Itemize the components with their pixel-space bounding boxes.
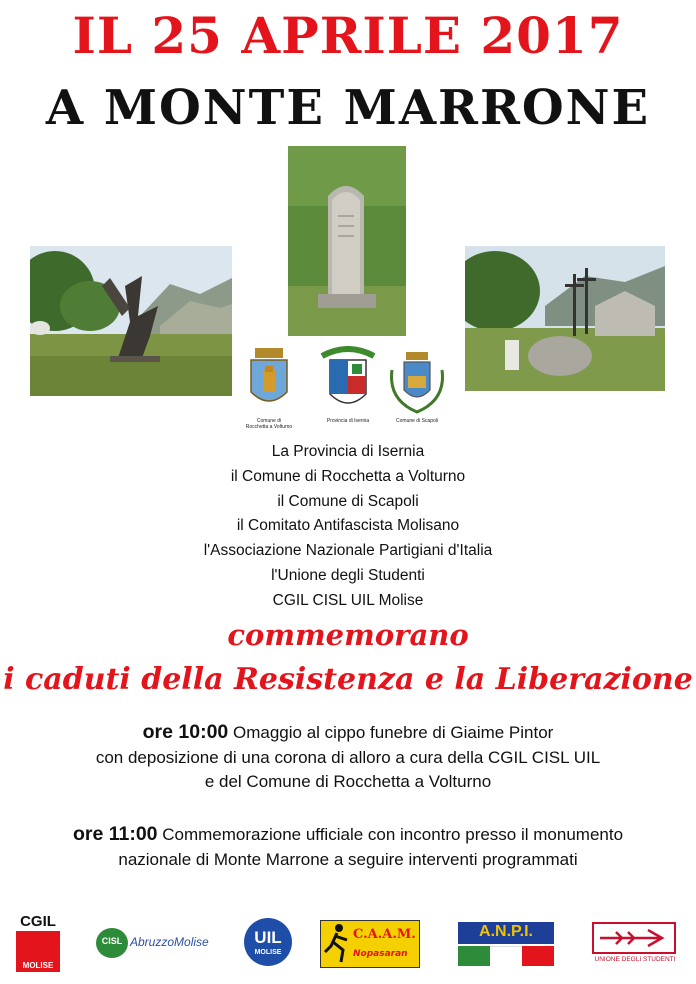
poster-title: IL 25 APRILE 2017 — [72, 6, 624, 65]
logo-cisl — [96, 926, 226, 960]
organizer-line: CGIL CISL UIL Molise — [272, 591, 424, 609]
logo-uil — [240, 916, 296, 968]
organizer-line: il Comune di Rocchetta a Volturno — [230, 467, 466, 485]
organizer-line: l'Unione degli Studenti — [271, 566, 425, 584]
photo-memorial-stele — [288, 146, 406, 336]
caam-logo-text: C.A.A.M. — [353, 927, 416, 942]
commemorate-heading: commemorano — [227, 618, 469, 652]
organizer-line: l'Associazione Nazionale Partigiani d'Italia — [203, 542, 493, 560]
crest-rocchetta — [245, 346, 293, 430]
provincia-crest-icon — [316, 346, 380, 418]
anpi-flag-red — [522, 946, 554, 966]
anpi-logo-text: A.N.P.I. — [479, 923, 533, 940]
schedule-text: Omaggio al cippo funebre di Giaime Pintor — [228, 723, 554, 742]
schedule-item-1100 — [0, 822, 696, 872]
logo-cgil — [16, 914, 60, 972]
anpi-flag-white — [490, 946, 522, 966]
uds-logo-text: UNIONE DEGLI STUDENTI — [594, 956, 676, 963]
photo-national-monument — [465, 246, 665, 391]
uil-region-text: MOLISE — [254, 949, 282, 956]
cisl-badge-text: CISL — [101, 936, 123, 946]
organizer-line: il Comitato Antifascista Molisano — [236, 517, 460, 535]
logo-unione-studenti — [590, 922, 680, 968]
organizers-list — [0, 440, 696, 614]
schedule-item-1000 — [0, 720, 696, 795]
schedule-text: con deposizione di una corona di alloro a cura della CGIL CISL UIL — [95, 747, 601, 767]
schedule-text: e del Comune di Rocchetta a Volturno — [204, 772, 492, 791]
crest-caption-provincia: Provincia di Isernia — [326, 418, 370, 424]
organizer-line: il Comune di Scapoli — [277, 492, 419, 510]
anpi-flag-green — [458, 946, 490, 966]
eagle-monument-image — [30, 246, 232, 396]
schedule-time: ore 10:00 — [142, 721, 229, 743]
commemorate-subheading: i caduti della Resistenza e la Liberazione — [3, 662, 693, 697]
poster-subtitle: A MONTE MARRONE — [45, 80, 651, 136]
cgil-logo-text: CGIL — [16, 914, 60, 931]
monument-crosses-image — [465, 246, 665, 391]
schedule-time: ore 11:00 — [72, 823, 158, 845]
crest-provincia — [316, 346, 380, 430]
caam-runner-icon — [323, 922, 353, 966]
schedule-text: Commemorazione ufficiale con incontro presso il monumento — [157, 825, 624, 844]
rocchetta-crest-icon — [245, 346, 293, 418]
crest-scapoli — [384, 350, 450, 430]
scapoli-crest-icon — [384, 350, 450, 418]
crest-caption-rocchetta: Comune di Rocchetta a Volturno — [245, 418, 293, 430]
uil-logo-text: UIL — [254, 928, 282, 947]
caam-tag-text: Nopasaran — [353, 949, 408, 959]
schedule-text: nazionale di Monte Marrone a seguire interventi programmati — [118, 849, 578, 869]
organizer-line: La Provincia di Isernia — [271, 443, 425, 460]
crest-caption-scapoli: Comune di Scapoli — [396, 418, 438, 424]
stele-image — [288, 146, 406, 336]
logo-caam — [320, 920, 420, 968]
cisl-region-text: AbruzzoMolise — [130, 935, 209, 949]
uds-arrow-icon — [600, 928, 670, 948]
logo-anpi — [458, 922, 554, 966]
cgil-region-text: MOLISE — [22, 961, 54, 970]
photo-eagle-monument — [30, 246, 232, 396]
